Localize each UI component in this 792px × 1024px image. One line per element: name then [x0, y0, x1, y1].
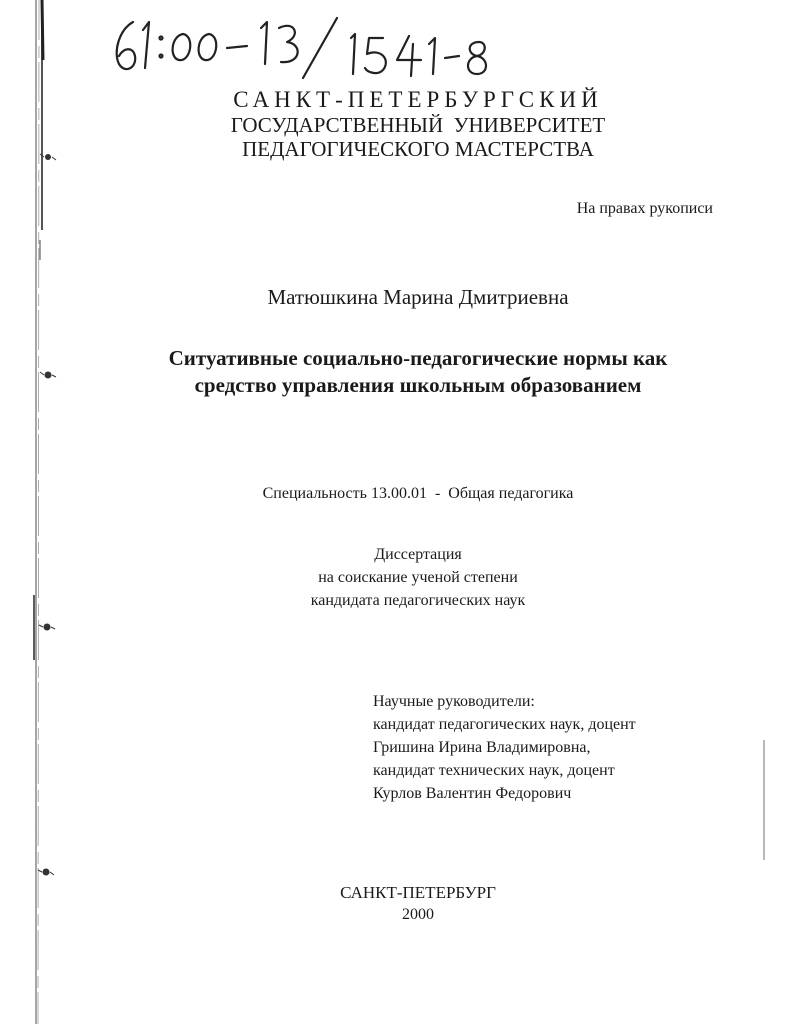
binding-hole-icon [38, 869, 54, 876]
supervisor-1-name: Гришина Ирина Владимировна, [373, 739, 591, 756]
university-name-line-2: ГОСУДАРСТВЕННЫЙ УНИВЕРСИТЕТ [230, 113, 606, 137]
scan-margin-mark [762, 740, 766, 860]
dissertation-label: Диссертация [374, 546, 462, 563]
author-name: Матюшкина Марина Дмитриевна [267, 285, 569, 309]
university-name-line-1: САНКТ-ПЕТЕРБУРГСКИЙ [233, 87, 603, 112]
city: САНКТ-ПЕТЕРБУРГ [340, 883, 496, 902]
degree-name: кандидата педагогических наук [310, 592, 526, 609]
dissertation-title-line-2: средство управления школьным образованием [194, 373, 642, 397]
dissertation-title-line-1: Ситуативные социально-педагогические нормы как [168, 346, 668, 370]
supervisor-2-name: Курлов Валентин Федорович [373, 785, 572, 802]
handwritten-archive-number [105, 8, 505, 80]
binding-hole-icon [39, 624, 55, 631]
supervisor-1-degree: кандидат педагогических наук, доцент [373, 716, 636, 733]
university-name-line-3: ПЕДАГОГИЧЕСКОГО МАСТЕРСТВА [242, 137, 594, 161]
year: 2000 [402, 906, 434, 923]
supervisor-2-degree: кандидат технических наук, доцент [373, 762, 615, 779]
specialty: Специальность 13.00.01 - Общая педагогика [262, 485, 574, 502]
supervisors-heading: Научные руководители: [373, 693, 535, 710]
degree-purpose: на соискание ученой степени [318, 569, 518, 586]
rights-note: На правах рукописи [576, 200, 713, 217]
